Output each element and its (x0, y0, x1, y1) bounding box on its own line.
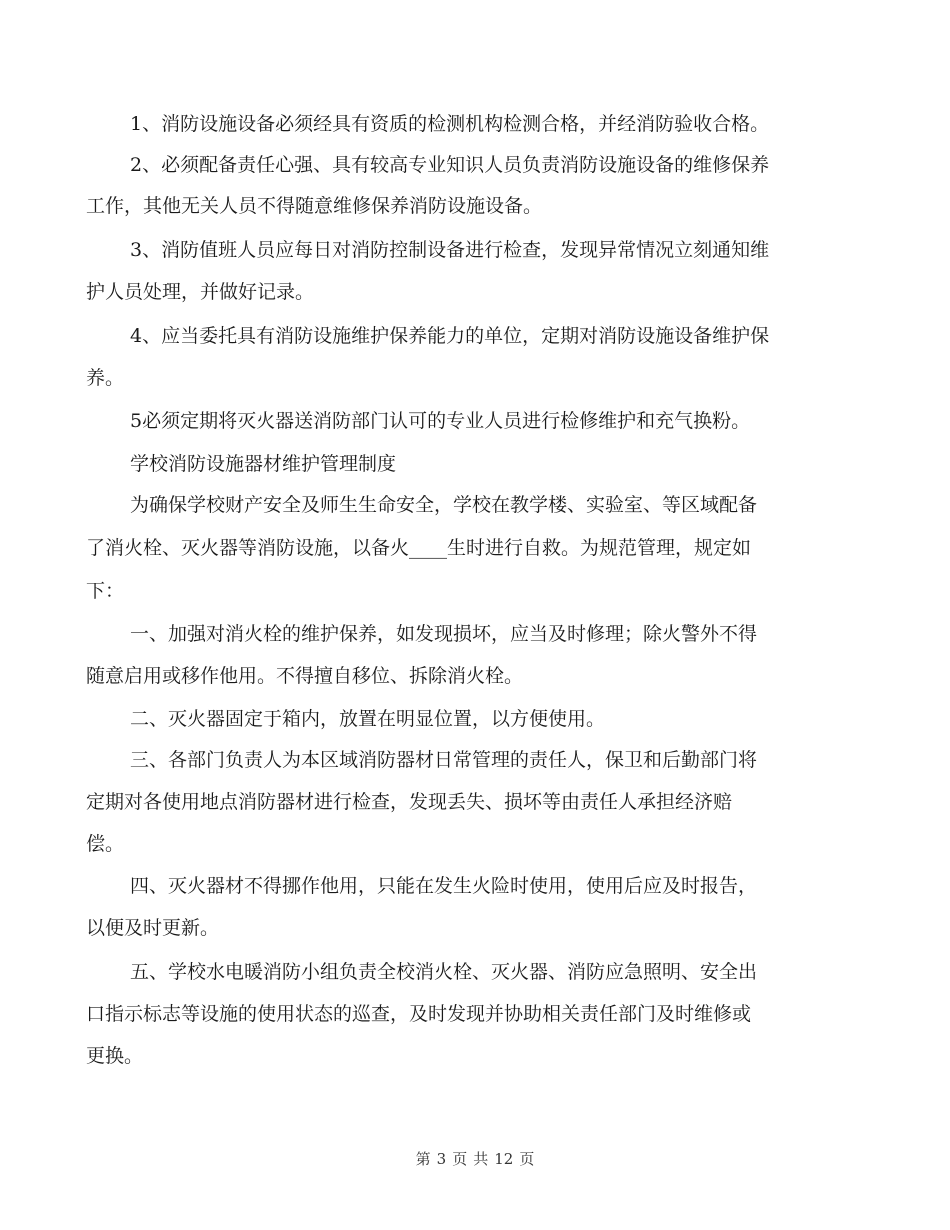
footer-total-word: 共 (473, 1150, 489, 1168)
footer-total-pages: 12 (494, 1150, 514, 1168)
paragraph-line: 二、灭火器固定于箱内，放置在明显位置，以方便使用。 (130, 708, 606, 730)
paragraph-line: 1、消防设施设备必须经具有资质的检测机构检测合格，并经消防验收合格。 (130, 113, 770, 135)
paragraph-line: 随意启用或移作他用。不得擅自移位、拆除消火栓。 (86, 665, 524, 687)
paragraph-line: 偿。 (86, 833, 125, 855)
paragraph-line: 定期对各使用地点消防器材进行检查，发现丢失、损坏等由责任人承担经济赔 (86, 791, 733, 813)
footer-current-page: 3 (436, 1150, 447, 1168)
paragraph-line: 为确保学校财产安全及师生生命安全，学校在教学楼、实验室、等区域配备 (130, 494, 758, 516)
paragraph-line: 以便及时更新。 (86, 917, 220, 939)
paragraph-line: 了消火栓、灭火器等消防设施，以备火____生时进行自救。为规范管理，规定如 (86, 537, 752, 559)
paragraph-line: 2、必须配备责任心强、具有较高专业知识人员负责消防设施设备的维修保养 (130, 154, 770, 176)
footer-suffix: 页 (519, 1150, 535, 1168)
paragraph-line: 四、灭火器材不得挪作他用，只能在发生火险时使用，使用后应及时报告， (130, 875, 758, 897)
paragraph-line: 4、应当委托具有消防设施维护保养能力的单位，定期对消防设施设备维护保 (130, 325, 770, 347)
paragraph-line: 护人员处理，并做好记录。 (86, 281, 315, 303)
paragraph-line: 养。 (86, 367, 125, 389)
paragraph-line: 5必须定期将灭火器送消防部门认可的专业人员进行检修维护和充气换粉。 (130, 410, 751, 432)
page-footer (0, 1148, 950, 1169)
paragraph-line: 五、学校水电暖消防小组负责全校消火栓、灭火器、消防应急照明、安全出 (130, 961, 758, 983)
paragraph-line: 一、加强对消火栓的维护保养，如发现损坏，应当及时修理；除火警外不得 (130, 623, 758, 645)
paragraph-line: 口指示标志等设施的使用状态的巡查，及时发现并协助相关责任部门及时维修或 (86, 1003, 752, 1025)
section-title: 学校消防设施器材维护管理制度 (130, 453, 397, 475)
paragraph-line: 工作，其他无关人员不得随意维修保养消防设施设备。 (86, 195, 543, 217)
footer-page-word: 页 (452, 1150, 468, 1168)
paragraph-line: 下： (86, 580, 125, 602)
paragraph-line: 三、各部门负责人为本区域消防器材日常管理的责任人，保卫和后勤部门将 (130, 749, 758, 771)
paragraph-line: 更换。 (86, 1045, 144, 1067)
paragraph-line: 3、消防值班人员应每日对消防控制设备进行检查，发现异常情况立刻通知维 (130, 239, 770, 261)
footer-prefix: 第 (415, 1150, 431, 1168)
